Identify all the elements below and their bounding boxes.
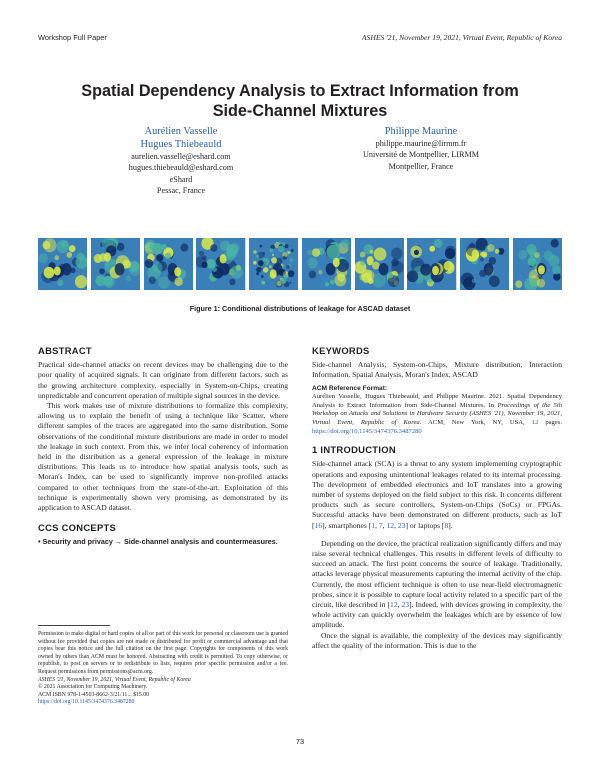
author-email: aurelien.vasselle@eshard.com bbox=[131, 152, 231, 161]
permission-footnote bbox=[38, 631, 288, 707]
distribution-heatmap-tile bbox=[355, 238, 404, 290]
citation-link[interactable]: 23 bbox=[401, 600, 410, 610]
author-name: Aurélien Vasselle bbox=[144, 126, 218, 137]
distribution-heatmap-tile bbox=[38, 238, 87, 290]
intro-text: ]. bbox=[448, 520, 453, 530]
citation-link[interactable]: 8 bbox=[444, 520, 449, 530]
distribution-heatmap-tile bbox=[144, 238, 193, 290]
reference-heading: ACM Reference Format: bbox=[312, 384, 388, 392]
distribution-heatmap-tile bbox=[249, 238, 298, 290]
permission-text: Permission to make digital or hard copies of all or part of this work for personal or classroom use is granted without fee provided that copies are not made or distributed for profit or commercial advantage and that copies bear this notice and the full citation on the first page. Copyrights for components of this work owned by others than ACM must be honored. Abstracting with credit is permitted. To copy otherwise, or republish, to post on servers or to redistribute to lists, requires prior specific permission and/or a fee. Request permissions from permissions@acm.org. bbox=[38, 631, 288, 675]
citation-link[interactable]: 12 bbox=[390, 600, 398, 610]
distribution-heatmap-tile bbox=[196, 238, 245, 290]
footnote-divider bbox=[38, 625, 110, 626]
distribution-heatmap-tile bbox=[407, 238, 456, 290]
left-column bbox=[38, 346, 288, 547]
author-block-right bbox=[348, 125, 494, 172]
reference-pages-suffix: pages. bbox=[538, 418, 562, 426]
author-email: philippe.maurine@lirmm.fr bbox=[375, 139, 467, 148]
abstract-paragraph: Practical side-channel attacks on recent devices may be challenging due to the poor quality of acquired signals. It can originate from different factors, such as the growing architecture complexity, especially in System-on-Chips, creating unpredictable and concurrent operation of multiple signal sources in the device. bbox=[38, 360, 288, 400]
running-header-right: ASHES '21, November 19, 2021, Virtual Event, Republic of Korea bbox=[361, 33, 562, 42]
citation-link[interactable]: 12 bbox=[386, 520, 395, 530]
figure-caption: Figure 1: Conditional distributions of leakage for ASCAD dataset bbox=[189, 304, 411, 313]
footnote-copyright: © 2021 Association for Computing Machinery. bbox=[38, 684, 148, 691]
introduction-paragraph: Side-channel attack (SCA) is a threat to any system implementing cryptographic operations and exposing unintentional leakages related to its internal processing. The development of embedded electronics and IoT translates into a growing number of systems deployed on the field subject to this risk. It concerns different products such as secure controllers, System-on-Chips (SoCs) or FPGAs. Successful attacks have been demonstrated on different products, such as IoT [16], smartphones [1, 7, 12, 23] or laptops [8]. bbox=[312, 459, 562, 530]
paper-title: Spatial Dependency Analysis to Extract Information from Side-Channel Mixtures bbox=[81, 82, 519, 120]
author-location: Pessac, France bbox=[156, 186, 206, 196]
author-name: Hugues Thiebeauld bbox=[140, 139, 222, 150]
citation-link[interactable]: 16 bbox=[314, 520, 323, 530]
abstract-heading: ABSTRACT bbox=[38, 345, 92, 356]
author-location: Montpellier, France bbox=[388, 161, 454, 171]
keywords-heading: KEYWORDS bbox=[312, 345, 370, 356]
intro-text: ], smartphones [ bbox=[322, 520, 372, 530]
abstract-paragraph: This work makes use of mixture distributions to formalize this complexity, allowing us to explain the benefit of using a technique like Scatter, where different samples of the traces are aggregated into the same distribution. Some observations of the conditional mixture distributions are made in order to model the leakage in such context. From this, we infer local coherency of information held in the distribution as a general expression of the leakage in mixture distributions. This leads us to introduce how spatial analysis tools, such as Moran's Index, can be used to significantly improve non-profiled attacks compared to other techniques from the state-of-the-art. Exploitation of this technique is experimentally shown very promising, as demonstrated by its application to ASCAD dataset. bbox=[38, 401, 288, 513]
intro-text: ]. Indeed, with devices growing in complexity, the whole activity can quickly overwhelm the leakages which are by essence of low amplitude. bbox=[312, 600, 563, 630]
footnote-doi-link[interactable]: https://doi.org/10.1145/3474376.3487280 bbox=[38, 699, 135, 706]
page-number: 73 bbox=[295, 737, 305, 746]
footnote-venue: ASHES '21, November 19, 2021, Virtual Event, Republic of Korea bbox=[38, 676, 191, 683]
author-block-left bbox=[108, 125, 254, 197]
keywords-text: Side-channel Analysis, System-on-Chips, Mixture distribution, Interaction Information, Spatial Analysis, Moran's Index, ASCAD bbox=[312, 360, 562, 380]
ccs-heading: CCS CONCEPTS bbox=[38, 522, 117, 534]
distribution-heatmap-tile bbox=[460, 238, 509, 290]
author-email: hugues.thiebeauld@eshard.com bbox=[128, 163, 234, 173]
distribution-heatmap-tile bbox=[513, 238, 562, 290]
ccs-concepts: • Security and privacy → Side-channel analysis and countermeasures. bbox=[38, 537, 278, 547]
reference-publisher: ACM, New York, NY, USA, bbox=[421, 418, 532, 426]
intro-text: Side-channel attack (SCA) is a threat to any system implementing cryptographic operations and exposing unintentional leakages related to its internal processing. The development of embedded electronics and IoT translates into a growing number of systems deployed on the field subject to this risk. It concerns different products such as secure controllers, System-on-Chips (SoCs) or FPGAs. Successful attacks have been demonstrated on different products, such as IoT [ bbox=[312, 459, 562, 530]
reference-text bbox=[312, 393, 562, 436]
right-column bbox=[312, 346, 562, 651]
author-organization: Université de Montpellier, LIRMM bbox=[362, 150, 480, 160]
intro-text: Depending on the device, the practical realization significantly differs and may raise several technical challenges. This results in different levels of difficulty to succeed an attack. The first point concerns the source of leakage. Traditionally, attacks leverage physical measurements capturing the internal activity of the chip. Currently, the most efficient technique is often to use near-field electromagnetic probes, since it is possible to capture local activity related to a specific part of the circuit, like described in [ bbox=[312, 538, 562, 610]
author-organization: eShard bbox=[169, 174, 193, 184]
citation-link[interactable]: 7 bbox=[378, 520, 383, 530]
author-name: Philippe Maurine bbox=[384, 126, 458, 137]
reference-authors: Aurélien Vasselle, Hugues Thiebeauld, and Philippe Maurine. 2021. Spatial Dependency Analysis to Extract Information from Side-Channel Mixtures. In bbox=[312, 393, 562, 409]
running-header-left: Workshop Full Paper bbox=[38, 33, 107, 42]
figure-leakage-distributions bbox=[38, 238, 562, 290]
distribution-heatmap-tile bbox=[302, 238, 351, 290]
intro-text: ] or laptops [ bbox=[405, 520, 445, 530]
reference-proceedings: Proceedings of the 5th Workshop on Attacks and Solutions in Hardware Security (ASHES '21), November 19, 2021, Virtual Event, Republic of Korea. bbox=[312, 401, 562, 426]
citation-link[interactable]: 1 bbox=[371, 520, 376, 530]
introduction-paragraph: Once the signal is available, the complexity of the devices may significantly affect the quality of the information. This is due to the bbox=[312, 630, 562, 650]
footnote-isbn: ACM ISBN 978-1-4503-8662-3/21/11... $15.00 bbox=[38, 691, 150, 698]
reference-pages-link[interactable]: 12 bbox=[531, 418, 539, 426]
distribution-heatmap-tile bbox=[91, 238, 140, 290]
introduction-heading: 1 INTRODUCTION bbox=[312, 444, 396, 456]
introduction-paragraph: Depending on the device, the practical realization significantly differs and may raise several technical challenges. This results in different levels of difficulty to succeed an attack. The first point concerns the source of leakage. Traditionally, attacks leverage physical measurements capturing the internal activity of the chip. Currently, the most efficient technique is often to use near-field electromagnetic probes, since it is possible to capture local activity related to a specific part of the circuit, like described in [12, 23]. Indeed, with devices growing in complexity, the whole activity can quickly overwhelm the leakages which are by essence of low amplitude. bbox=[312, 538, 563, 630]
reference-doi-link[interactable]: https://doi.org/10.1145/3474376.3487280 bbox=[312, 427, 422, 435]
citation-link[interactable]: 23 bbox=[397, 520, 406, 530]
